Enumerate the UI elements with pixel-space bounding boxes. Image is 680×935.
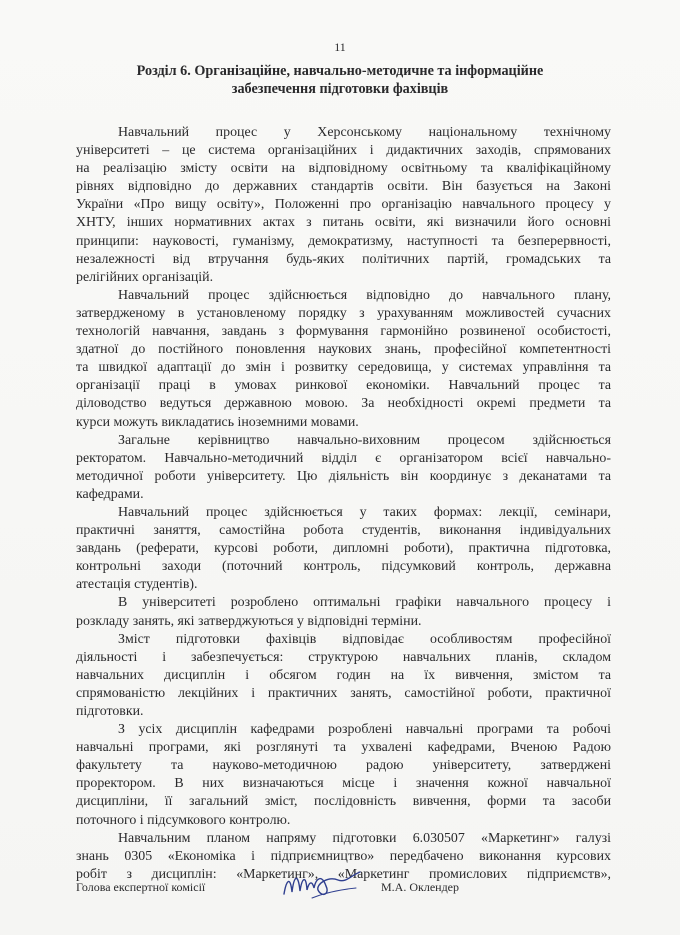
text-line: технологій навчання, завдань з формування гармонійно розвиненої особистості, bbox=[76, 324, 611, 340]
paragraph bbox=[76, 631, 611, 721]
text-line: навчальних дисциплін і обсягом годин на їх вивчення, змістом та bbox=[76, 667, 611, 683]
handwritten-signature bbox=[276, 864, 366, 904]
page-number: 11 bbox=[334, 40, 346, 54]
text-line: Навчальним планом напряму підготовки 6.030507 «Маркетинг» галузі bbox=[118, 830, 611, 846]
text-line: діловодство ведуться державною мовою. За необхідності окремі предмети та bbox=[76, 396, 611, 412]
text-line: навчальні програми, які розглянуті та ухвалені кафедрами, Вченою Радою bbox=[76, 740, 611, 756]
text-line: поточного і підсумкового контролю. bbox=[76, 812, 291, 828]
text-line: курси можуть викладатись іноземними мовами. bbox=[76, 414, 359, 430]
text-line: Загальне керівництво навчально-виховним процесом здійснюється bbox=[118, 432, 611, 448]
text-line: діяльності і забезпечується: структурою навчальних планів, складом bbox=[76, 649, 611, 665]
text-line: на реалізацію змісту освіти на відповідному освітньому та кваліфікаційному bbox=[76, 161, 611, 177]
section-title-line: забезпечення підготовки фахівців bbox=[231, 81, 449, 97]
text-line: підготовки. bbox=[76, 704, 144, 719]
paragraph bbox=[76, 287, 611, 432]
signatory-name: М.А. Оклендер bbox=[381, 880, 459, 894]
text-line: методичної роботи університету. Цю діяльність він координує з деканатами та bbox=[76, 468, 611, 484]
text-line: ХНТУ, інших нормативних актах з питань освіти, які визначили його основні bbox=[76, 215, 611, 231]
text-line: затвердженому в установленому порядку з урахуванням можливостей сучасних bbox=[76, 305, 611, 321]
text-line: Навчальний процес у Херсонському національному технічному bbox=[118, 125, 611, 140]
text-line: практичні заняття, самостійна робота студентів, виконання індивідуальних bbox=[76, 523, 611, 539]
text-line: факультету та науково-методичною радою університету, затверджені bbox=[76, 758, 611, 774]
paragraph bbox=[76, 432, 611, 504]
text-line: університеті – це система організаційних і дидактичних заходів, спрямованих bbox=[76, 143, 611, 159]
section-title-line: Розділ 6. Організаційне, навчально-методичне та інформаційне bbox=[136, 63, 544, 79]
signatory-title: Голова експертної комісії bbox=[76, 880, 206, 894]
text-line: робіт з дисциплін: «Маркетинг», «Маркетинг промислових підприємств», bbox=[76, 866, 611, 882]
text-line: Зміст підготовки фахівців відповідає особливостям професійної bbox=[118, 631, 611, 647]
paragraph bbox=[76, 594, 611, 630]
text-line: контрольні заходи (поточний контроль, підсумковий контроль, державна bbox=[76, 559, 611, 575]
text-line: принципи: науковості, гуманізму, демократизму, наступності та безперервності, bbox=[76, 233, 611, 249]
text-line: та швидкої адаптації до змін і розвитку середовища, у системах управління та bbox=[76, 360, 611, 376]
paragraph bbox=[76, 124, 611, 287]
text-line: З усіх дисциплін кафедрами розроблені навчальні програми та робочі bbox=[118, 722, 611, 738]
signature-block bbox=[76, 876, 611, 906]
text-line: Навчальний процес здійснюється відповідно до навчального плану, bbox=[118, 287, 611, 303]
text-line: знань 0305 «Економіка і підприємництво» передбачено виконання курсових bbox=[76, 848, 611, 864]
text-line: проректором. В них визначаються місце і значення кожної навчальної bbox=[76, 776, 611, 792]
text-line: України «Про вищу освіту», Положенні про організацію навчального процесу у bbox=[76, 197, 611, 213]
text-line: ректоратом. Навчально-методичний відділ є організатором всієї навчально- bbox=[76, 450, 611, 466]
text-line: організації праці в умовах ринкової економіки. Навчальний процес та bbox=[76, 378, 611, 394]
text-line: рівнях відповідно до державних стандартів освіти. Він базується на Законі bbox=[76, 179, 611, 195]
paragraph bbox=[76, 504, 611, 594]
text-line: релігійних організацій. bbox=[76, 269, 214, 285]
text-line: розкладу занять, які затверджуються у відповідні терміни. bbox=[76, 613, 422, 629]
section-title bbox=[100, 62, 580, 98]
text-line: атестація студентів). bbox=[76, 577, 198, 593]
text-line: В університеті розроблено оптимальні графіки навчального процесу і bbox=[118, 595, 611, 611]
text-line: здатної до постійного поновлення наукових знань, професійної компетентності bbox=[76, 342, 611, 358]
text-line: спрямованістю лекційних і практичних занять, самостійної роботи, практичної bbox=[76, 685, 611, 701]
text-line: кафедрами. bbox=[76, 486, 144, 502]
text-line: дисципліни, її загальний зміст, послідовність вивчення, форми та засоби bbox=[76, 794, 611, 810]
document-body bbox=[76, 124, 611, 884]
text-line: завдань (реферати, курсові роботи, дипломні роботи), практична підготовка, bbox=[76, 541, 611, 557]
text-line: Навчальний процес здійснюється у таких формах: лекції, семінари, bbox=[118, 504, 611, 520]
paragraph bbox=[76, 721, 611, 830]
text-line: незалежності від втручання будь-яких політичних партій, громадських та bbox=[76, 251, 611, 267]
